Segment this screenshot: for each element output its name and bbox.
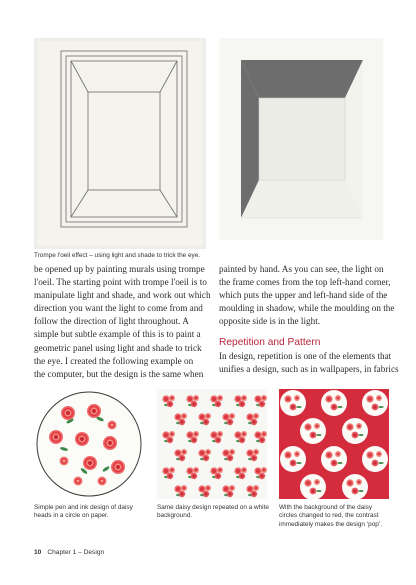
body-line: follow the direction of light throughout. A [34, 316, 189, 327]
daisy-circle-illustration [34, 389, 144, 499]
body-line: geometric panel using light and shade to trick [34, 342, 202, 353]
daisy-repeat-red-caption: With the background of the daisy circles changed to red, the contrast immediately makes the design ‘pop’. [279, 504, 383, 528]
body-line: be opened up by painting murals using trompe [34, 264, 205, 274]
daisy-circle-caption: Simple pen and ink design of daisy heads in a circle on paper. [34, 504, 133, 520]
body-line: the eye. I created the following example on [34, 355, 194, 366]
body-line: the computer, but the design is the same when [34, 368, 204, 379]
body-line: l'oeil. The starting point with trompe l'oeil is to [34, 277, 207, 288]
trompe-loeil-digital-panel [219, 38, 383, 240]
body-line: manipulate light and shade, and work out which [34, 290, 211, 301]
trompe-loeil-caption: Trompe l'oeil effect – using light and shade to trick the eye. [34, 252, 201, 259]
chapter-label: Chapter 1 – Design [47, 549, 105, 556]
body-line: simple but subtle example of this is to paint a [34, 329, 201, 340]
body-line: direction you want the light to come from and [34, 303, 203, 314]
body-line: opposite side is in the light. [219, 316, 321, 327]
section-text [219, 350, 399, 376]
page-number: 10 [34, 549, 42, 556]
body-line: which puts the upper and left-hand side of the [219, 290, 388, 301]
daisy-repeat-red-illustration [279, 389, 389, 499]
body-left-column [34, 263, 214, 381]
body-line: unifies a design, such as in wallpapers, in fabrics [219, 364, 399, 375]
page-footer [34, 549, 104, 556]
body-line: In design, repetition is one of the elements that [219, 351, 392, 361]
daisy-repeat-white-caption: Same daisy design repeated on a white background. [157, 504, 269, 520]
body-line: painted by hand. As you can see, the light on [219, 264, 384, 274]
body-line: moulding in shadow, while the moulding on the [219, 303, 395, 314]
section-heading: Repetition and Pattern [219, 337, 321, 348]
daisy-repeat-white-illustration [157, 389, 267, 499]
body-line: the frame comes from the top left-hand corner, [219, 277, 391, 288]
body-right-column [219, 263, 395, 328]
trompe-loeil-photo [34, 38, 206, 249]
